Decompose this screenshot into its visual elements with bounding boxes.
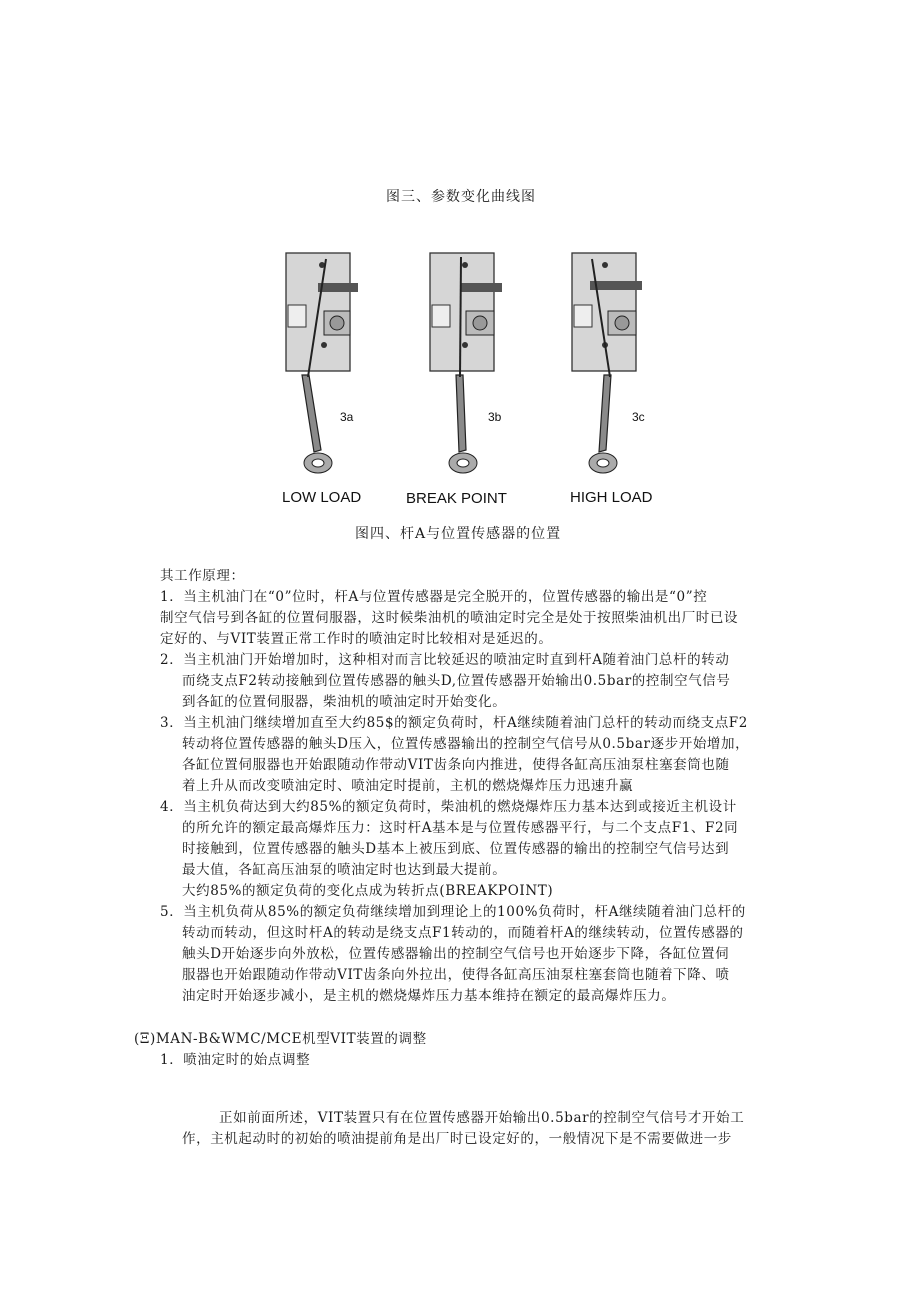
panel-tag-3b: 3b (488, 410, 502, 424)
intro-text: 其工作原理： (160, 568, 245, 584)
panel-3c-drawing (572, 253, 642, 473)
body-line: 触头D开始逐步向外放松，位置传感器输出的控制空气信号也开始逐步下降，各缸位置伺 (182, 946, 730, 962)
body-line: 各缸位置伺服器也开始跟随动作带动VIT齿条向内推进，使得各缸高压油泵柱塞套筒也随 (182, 757, 730, 773)
vit-lever-diagram (280, 245, 660, 485)
body-line: 油定时开始逐步减小，是主机的燃烧爆炸压力基本维持在额定的最高爆炸压力。 (182, 988, 676, 1004)
body-line: 定好的、与VIT装置正常工作时的喷油定时比较相对是延迟的。 (160, 631, 553, 647)
body-line: 转动而转动，但这时杆A的转动是绕支点F1转动的，而随着杆A的继续转动，位置传感器的 (182, 925, 744, 941)
body-line: 大约85%的额定负荷的变化点成为转折点(BREAKPOINT) (182, 883, 554, 899)
panel-label-low-load: LOW LOAD (282, 489, 362, 506)
body-line: 的所允许的额定最高爆炸压力：这时杆A基本是与位置传感器平行，与二个支点F1、F2同 (182, 820, 739, 836)
body-line: 转动将位置传感器的触头D压入，位置传感器输出的控制空气信号从0.5bar逐步开始增加， (182, 736, 750, 752)
body-line: 着上升从而改变喷油定时、喷油定时提前，主机的燃烧爆炸压力迅速升赢 (182, 778, 634, 794)
panel-label-break-point: BREAK POINT (406, 490, 507, 507)
panel-tag-3c: 3c (632, 410, 645, 424)
body-line: 3．当主机油门继续增加直至大约85$的额定负荷时，杆A继续随着油门总杆的转动而绕支点F2 (160, 715, 748, 731)
body-line: 2．当主机油门开始增加时，这种相对而言比较延迟的喷油定时直到杆A随着油门总杆的转动 (160, 652, 730, 668)
body-line: 服器也开始跟随动作带动VIT齿条向外拉出，使得各缸高压油泵柱塞套筒也随着下降、喷 (182, 967, 730, 983)
paragraph-line: 正如前面所述，VIT装置只有在位置传感器开始输出0.5bar的控制空气信号才开始工 (219, 1110, 745, 1126)
body-line: 时接触到，位置传感器的触头D基本上被压到底、位置传感器的输出的控制空气信号达到 (182, 841, 730, 857)
panel-3a-drawing (286, 253, 358, 473)
body-line: 5．当主机负荷从85%的额定负荷继续增加到理论上的100%负荷时，杆A继续随着油门总杆的 (160, 904, 746, 920)
body-line: 4．当主机负荷达到大约85%的额定负荷时，柴油机的燃烧爆炸压力基本达到或接近主机设计 (160, 799, 737, 815)
panel-label-high-load: HIGH LOAD (570, 489, 653, 506)
panel-3b-drawing (430, 253, 502, 473)
body-line: 到各缸的位置伺服器，柴油机的喷油定时开始变化。 (182, 694, 507, 710)
panel-tag-3a: 3a (340, 410, 354, 424)
figure3-caption: 图三、参数变化曲线图 (386, 189, 536, 205)
body-line: 1．当主机油门在“0”位时，杆A与位置传感器是完全脱开的，位置传感器的输出是“0”控 (160, 589, 708, 605)
section-heading: (Ξ)MAN-B&WMC/MCE机型VIT装置的调整 (134, 1031, 427, 1047)
body-line: 而绕支点F2转动接触到位置传感器的触头D,位置传感器开始输出0.5bar的控制空气信号 (182, 673, 731, 689)
paragraph-line: 作，主机起动时的初始的喷油提前角是出厂时已设定好的，一般情况下是不需要做进一步 (182, 1131, 732, 1147)
body-line: 制空气信号到各缸的位置伺服器，这时候柴油机的喷油定时完全是处于按照柴油机出厂时已设 (160, 610, 739, 626)
subsection-heading: 1．喷油定时的始点调整 (160, 1052, 311, 1068)
body-line: 最大值，各缸高压油泵的喷油定时也达到最大提前。 (182, 862, 507, 878)
figure4-caption: 图四、杆A与位置传感器的位置 (355, 526, 562, 542)
